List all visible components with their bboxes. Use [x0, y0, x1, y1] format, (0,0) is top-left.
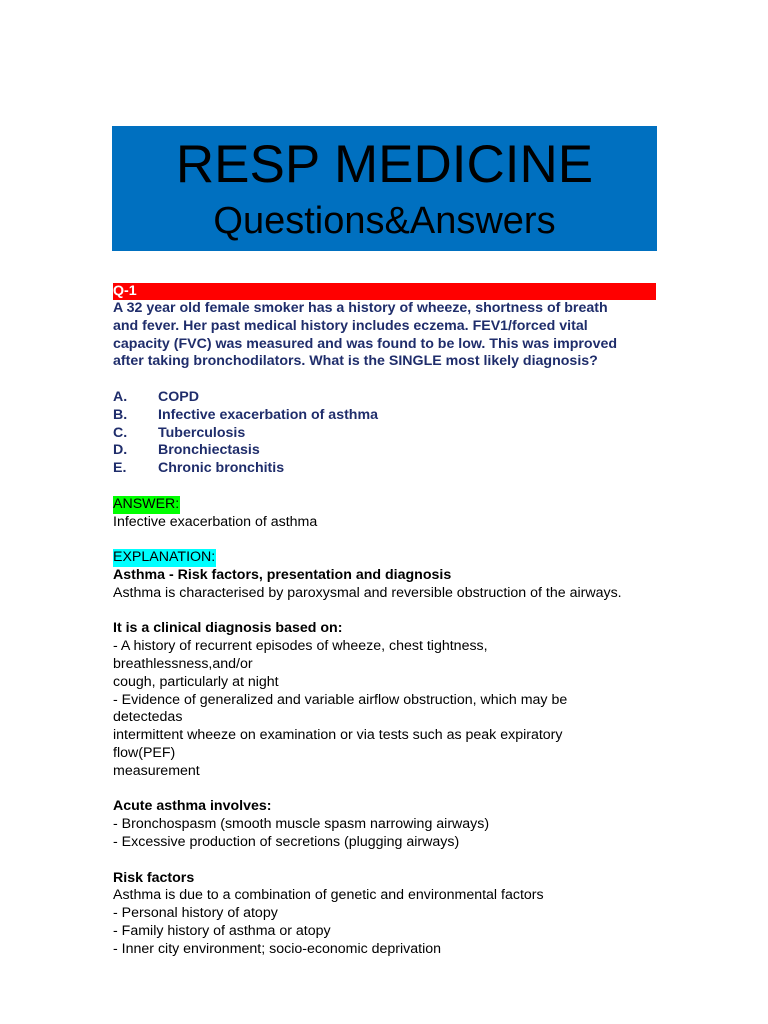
option-b: [113, 407, 673, 425]
option-letter: B.: [113, 406, 128, 423]
banner-subtitle: Questions&Answers: [213, 200, 556, 242]
acute-line: - Bronchospasm (smooth muscle spasm narrowing airways): [113, 816, 490, 833]
option-letter: D.: [113, 442, 128, 459]
diagnosis-line: intermittent wheeze on examination or via tests such as peak expiratory: [113, 727, 563, 744]
question-number-bar: [113, 283, 656, 300]
risk-line: - Personal history of atopy: [113, 905, 278, 922]
question-line: after taking bronchodilators. What is the SINGLE most likely diagnosis?: [113, 353, 598, 370]
diagnosis-line: - Evidence of generalized and variable airflow obstruction, which may be: [113, 691, 568, 708]
diagnosis-heading: It is a clinical diagnosis based on:: [113, 620, 343, 637]
question-stem: [113, 300, 673, 371]
explanation-intro: Asthma is characterised by paroxysmal and reversible obstruction of the airways.: [113, 584, 622, 601]
risk-line: Asthma is due to a combination of genetic and environmental factors: [113, 887, 544, 904]
answer-options: [113, 389, 673, 478]
diagnosis-line: detectedas: [113, 709, 183, 726]
question-line: capacity (FVC) was measured and was found to be low. This was improved: [113, 335, 618, 352]
banner-title: RESP MEDICINE: [175, 135, 594, 194]
question-line: A 32 year old female smoker has a history of wheeze, shortness of breath: [113, 300, 608, 316]
diagnosis-line: measurement: [113, 762, 200, 779]
explanation-section: [113, 549, 673, 958]
question-line: and fever. Her past medical history includes eczema. FEV1/forced vital: [113, 317, 588, 334]
answer-section: [113, 496, 673, 532]
risk-line: - Family history of asthma or atopy: [113, 922, 331, 939]
risk-heading: Risk factors: [113, 869, 195, 886]
answer-text: Infective exacerbation of asthma: [113, 513, 318, 530]
diagnosis-line: - A history of recurrent episodes of wheeze, chest tightness,: [113, 638, 488, 655]
diagnosis-line: breathlessness,and/or: [113, 655, 253, 672]
option-letter: A.: [113, 388, 128, 405]
option-d: [113, 442, 673, 460]
option-e: [113, 460, 673, 478]
option-text: Bronchiectasis: [158, 442, 260, 459]
acute-heading: Acute asthma involves:: [113, 798, 272, 815]
answer-label: ANSWER:: [113, 495, 180, 512]
title-banner: [112, 126, 657, 251]
option-c: [113, 425, 673, 443]
option-a: [113, 389, 673, 407]
risk-line: - Inner city environment; socio-economic deprivation: [113, 940, 442, 957]
option-letter: C.: [113, 424, 128, 441]
option-letter: E.: [113, 460, 127, 477]
explanation-heading: Asthma - Risk factors, presentation and diagnosis: [113, 566, 452, 583]
explanation-label: EXPLANATION:: [113, 549, 216, 566]
acute-line: - Excessive production of secretions (plugging airways): [113, 833, 460, 850]
question-number: Q-1: [113, 283, 137, 299]
diagnosis-line: flow(PEF): [113, 744, 176, 761]
option-text: COPD: [158, 388, 199, 405]
option-text: Chronic bronchitis: [158, 460, 285, 477]
diagnosis-line: cough, particularly at night: [113, 673, 279, 690]
document-content: [113, 283, 673, 958]
option-text: Tuberculosis: [158, 424, 246, 441]
option-text: Infective exacerbation of asthma: [158, 406, 378, 423]
